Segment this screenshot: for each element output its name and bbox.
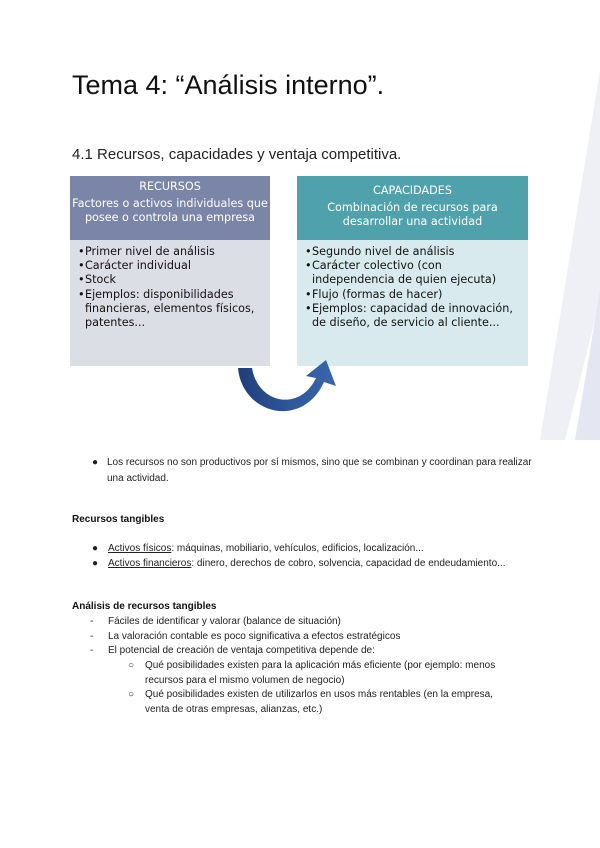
- list-item-text: Qué posibilidades existen para la aplicación más eficiente (por ejemplo: menos recursos para el mismo volumen de negocio): [145, 660, 496, 686]
- analysis-list: [90, 615, 530, 659]
- tangibles-list: [92, 542, 532, 571]
- capabilities-title: CAPACIDADES: [373, 184, 452, 197]
- list-item: • Primer nivel de análisis: [78, 245, 264, 259]
- circle-bullet-icon: ○: [128, 660, 135, 671]
- list-item-text: Qué posibilidades existen de utilizarlos en usos más rentables (en la empresa, venta de otras empresas, alianzas, etc.): [145, 689, 493, 715]
- intro-bullet: [92, 455, 532, 487]
- resources-list: [78, 245, 264, 330]
- capabilities-box: [297, 176, 528, 366]
- list-item: [92, 557, 532, 572]
- curved-arrow-icon: [230, 356, 350, 428]
- dash-icon: -: [90, 630, 94, 642]
- bullet-icon: ●: [92, 557, 99, 569]
- resources-title: RECURSOS: [139, 180, 201, 193]
- capabilities-description: Combinación de recursos para desarrollar una actividad: [327, 201, 498, 228]
- list-item: [128, 659, 508, 688]
- circle-bullet-icon: ○: [128, 689, 135, 700]
- resources-box-body: [70, 240, 270, 366]
- capabilities-box-body: [297, 240, 528, 366]
- capabilities-list: [305, 245, 522, 330]
- list-item: • Ejemplos: disponibilidades financieras, elementos físicos, patentes...: [78, 288, 264, 331]
- resources-capabilities-diagram: [70, 176, 528, 432]
- term-physical-assets: Activos físicos: [108, 543, 172, 554]
- term-financial-assets: Activos financieros: [108, 557, 192, 569]
- dash-icon: -: [90, 616, 94, 627]
- list-item: • Ejemplos: capacidad de innovación, de diseño, de servicio al cliente...: [305, 302, 522, 330]
- page-title: Tema 4: “Análisis interno”.: [72, 70, 385, 100]
- term-detail: : máquinas, mobiliario, vehículos, edificios, localización...: [171, 543, 424, 554]
- dash-icon: -: [90, 645, 94, 656]
- list-item: • Stock: [78, 273, 264, 287]
- list-item: [90, 630, 530, 645]
- resources-box-header: [70, 176, 270, 240]
- list-item-text: La valoración contable es poco significativa a efectos estratégicos: [108, 630, 401, 642]
- list-item: [90, 644, 530, 659]
- section-subtitle: 4.1 Recursos, capacidades y ventaja competitiva.: [72, 146, 402, 163]
- list-item-text: Fáciles de identificar y valorar (balance de situación): [108, 616, 341, 627]
- list-item: [128, 688, 508, 717]
- list-item: [92, 542, 532, 557]
- list-item: • Carácter colectivo (con independencia de quien ejecuta): [305, 259, 522, 287]
- resources-box: [70, 176, 270, 366]
- analysis-heading: Análisis de recursos tangibles: [72, 601, 217, 612]
- list-item: • Flujo (formas de hacer): [305, 288, 522, 302]
- bullet-icon: ●: [92, 543, 99, 554]
- bullet-icon: ●: [92, 457, 99, 468]
- tangibles-heading: Recursos tangibles: [72, 514, 165, 525]
- list-item-text: El potencial de creación de ventaja competitiva depende de:: [108, 645, 375, 656]
- term-detail: : dinero, derechos de cobro, solvencia, capacidad de endeudamiento...: [191, 557, 506, 569]
- resources-description: Factores o activos individuales que posee o controla una empresa: [72, 197, 268, 224]
- list-item: • Carácter individual: [78, 259, 264, 273]
- intro-bullet-text: Los recursos no son productivos por sí mismos, sino que se combinan y coordinan para realizar una actividad.: [107, 457, 532, 484]
- list-item: [90, 615, 530, 630]
- analysis-sublist: [128, 659, 508, 717]
- decorative-background-shapes: [520, 70, 600, 440]
- list-item: • Segundo nivel de análisis: [305, 245, 522, 259]
- capabilities-box-header: [297, 176, 528, 240]
